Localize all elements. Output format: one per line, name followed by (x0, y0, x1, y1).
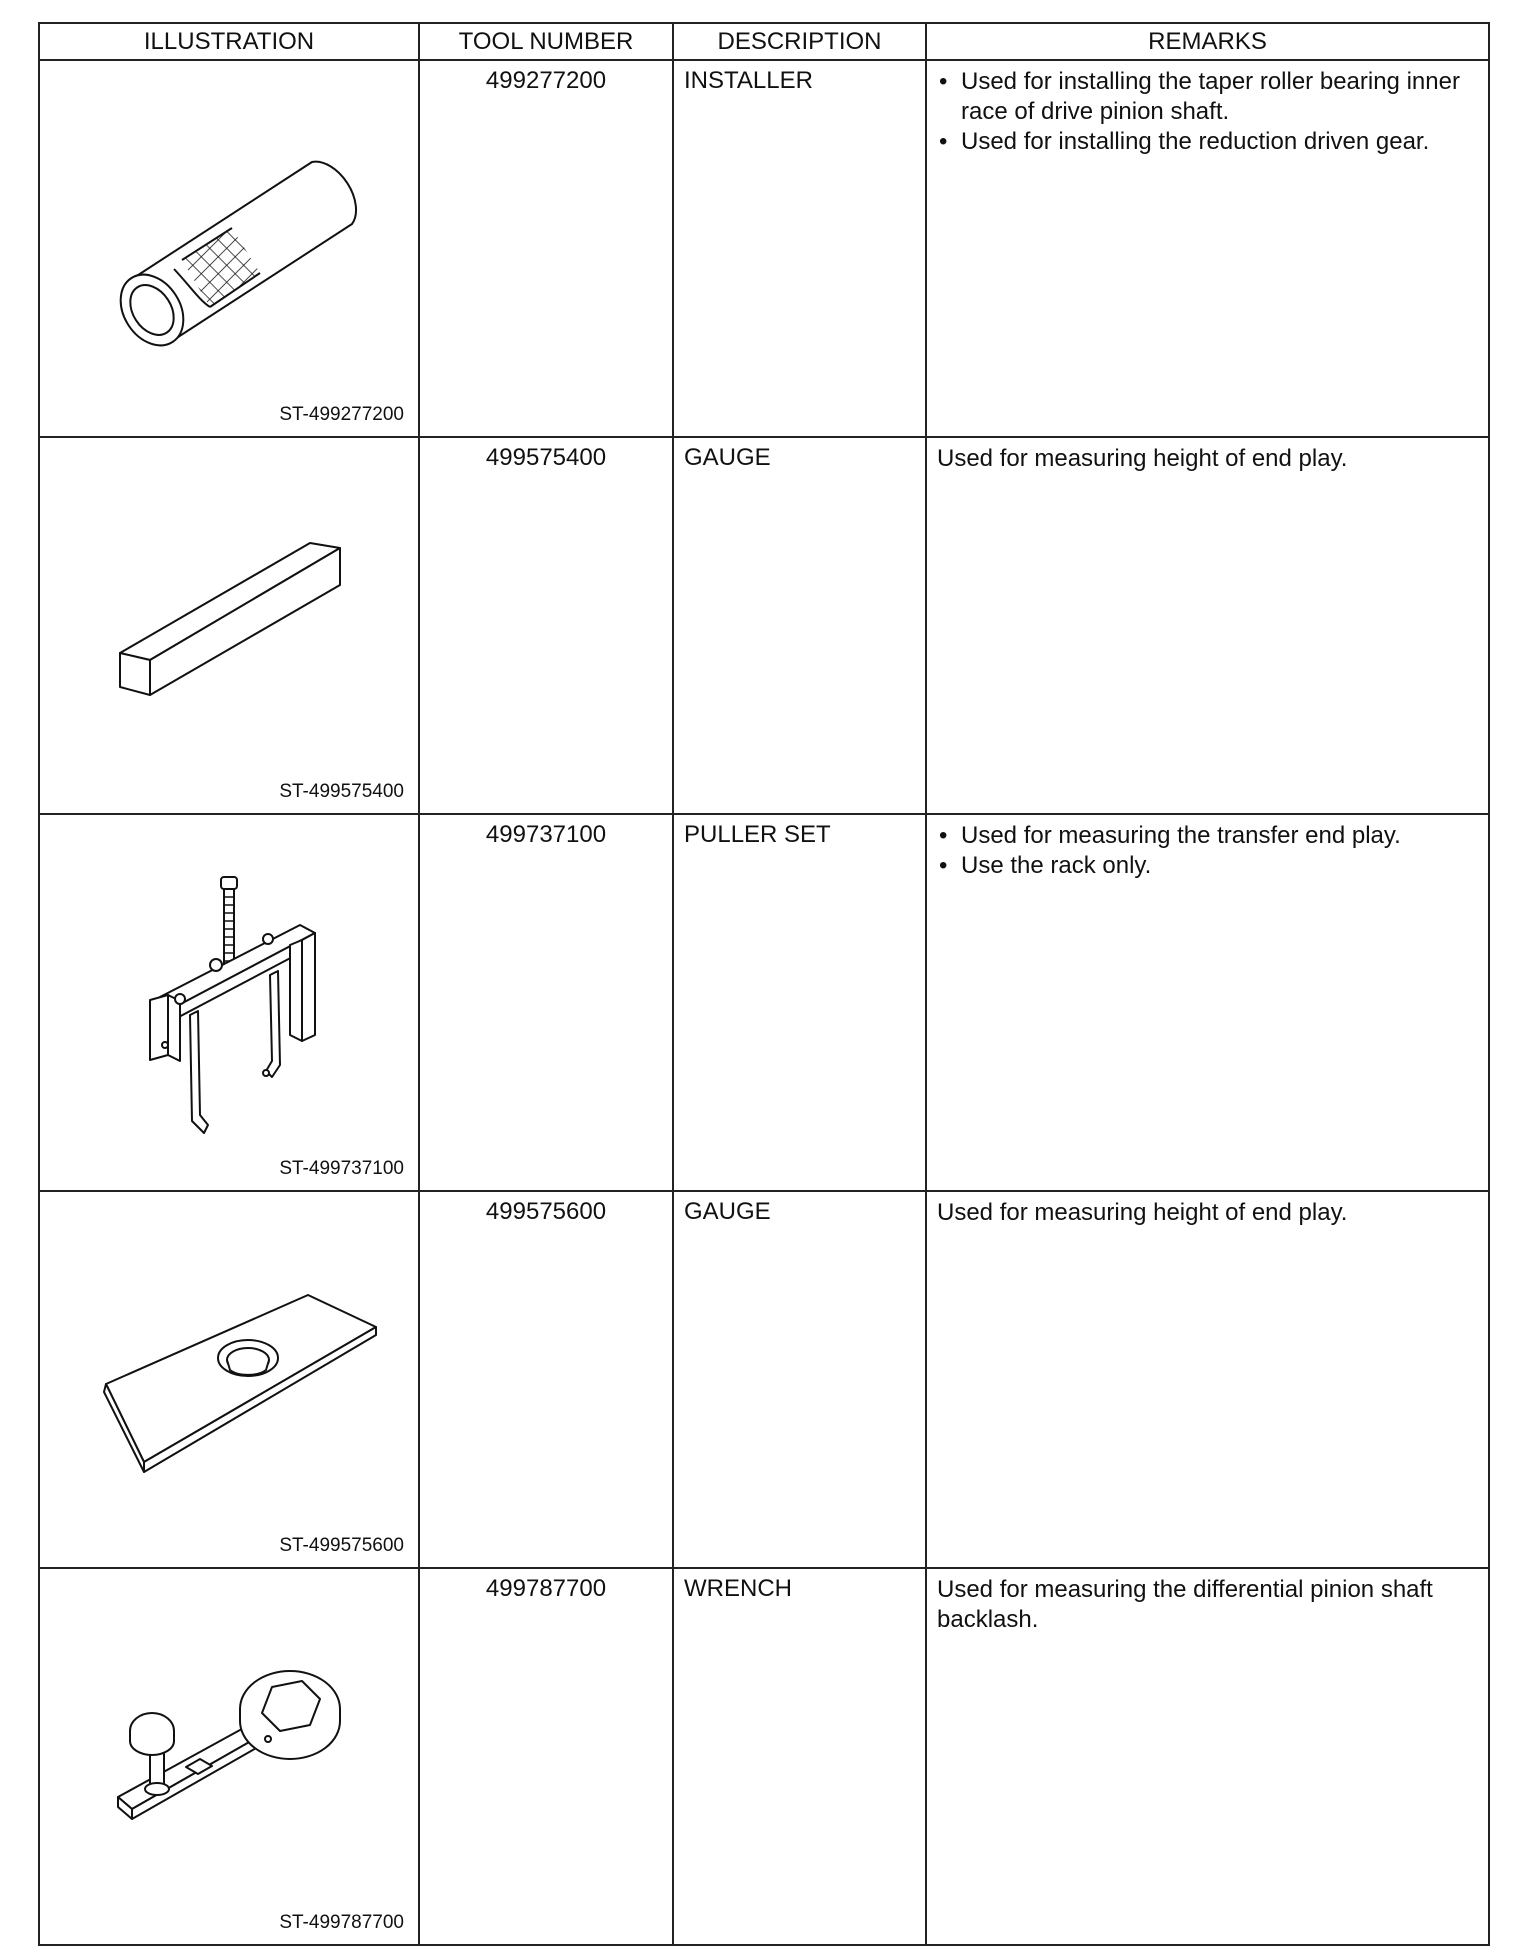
tool-description: GAUGE (673, 437, 926, 814)
tool-number: 499737100 (419, 814, 673, 1191)
tool-description: PULLER SET (673, 814, 926, 1191)
tool-number: 499575400 (419, 437, 673, 814)
tool-remarks (926, 814, 1489, 1191)
illustration-cell (39, 437, 419, 814)
illustration-cell (39, 1568, 419, 1945)
tool-description: WRENCH (673, 1568, 926, 1945)
installer-illustration (40, 61, 420, 430)
illustration-cell (39, 1191, 419, 1568)
tool-number: 499277200 (419, 60, 673, 437)
remark-item: • Used for installing the reduction driven gear. (937, 127, 1474, 157)
remark-item: • Use the rack only. (937, 851, 1474, 881)
tool-remarks: Used for measuring height of end play. (926, 1191, 1489, 1568)
illustration-code: ST-499787700 (279, 1912, 404, 1933)
illustration-code: ST-499575600 (279, 1535, 404, 1556)
tool-description: GAUGE (673, 1191, 926, 1568)
illustration-code: ST-499737100 (279, 1158, 404, 1179)
tool-remarks: Used for measuring the differential pinion shaft backlash. (926, 1568, 1489, 1945)
header-remarks: REMARKS (926, 23, 1489, 60)
header-row (39, 23, 1489, 60)
special-tools-table (38, 22, 1490, 1946)
table-row (39, 1191, 1489, 1568)
table-row (39, 1568, 1489, 1945)
gauge-plate-illustration (40, 1192, 420, 1561)
table-row (39, 437, 1489, 814)
wrench-illustration (40, 1569, 420, 1938)
illustration-cell (39, 60, 419, 437)
tool-number: 499575600 (419, 1191, 673, 1568)
remark-item: • Used for measuring the transfer end play. (937, 821, 1474, 851)
header-illustration: ILLUSTRATION (39, 23, 419, 60)
illustration-code: ST-499575400 (279, 781, 404, 802)
header-tool-number: TOOL NUMBER (419, 23, 673, 60)
illustration-code: ST-499277200 (279, 404, 404, 425)
table-row (39, 60, 1489, 437)
tool-description: INSTALLER (673, 60, 926, 437)
header-description: DESCRIPTION (673, 23, 926, 60)
gauge-block-illustration (40, 438, 420, 807)
tool-remarks (926, 60, 1489, 437)
remark-item: • Used for installing the taper roller bearing inner race of drive pinion shaft. (937, 67, 1474, 127)
illustration-cell (39, 814, 419, 1191)
tool-number: 499787700 (419, 1568, 673, 1945)
tool-remarks: Used for measuring height of end play. (926, 437, 1489, 814)
puller-set-illustration (40, 815, 420, 1184)
table-row (39, 814, 1489, 1191)
